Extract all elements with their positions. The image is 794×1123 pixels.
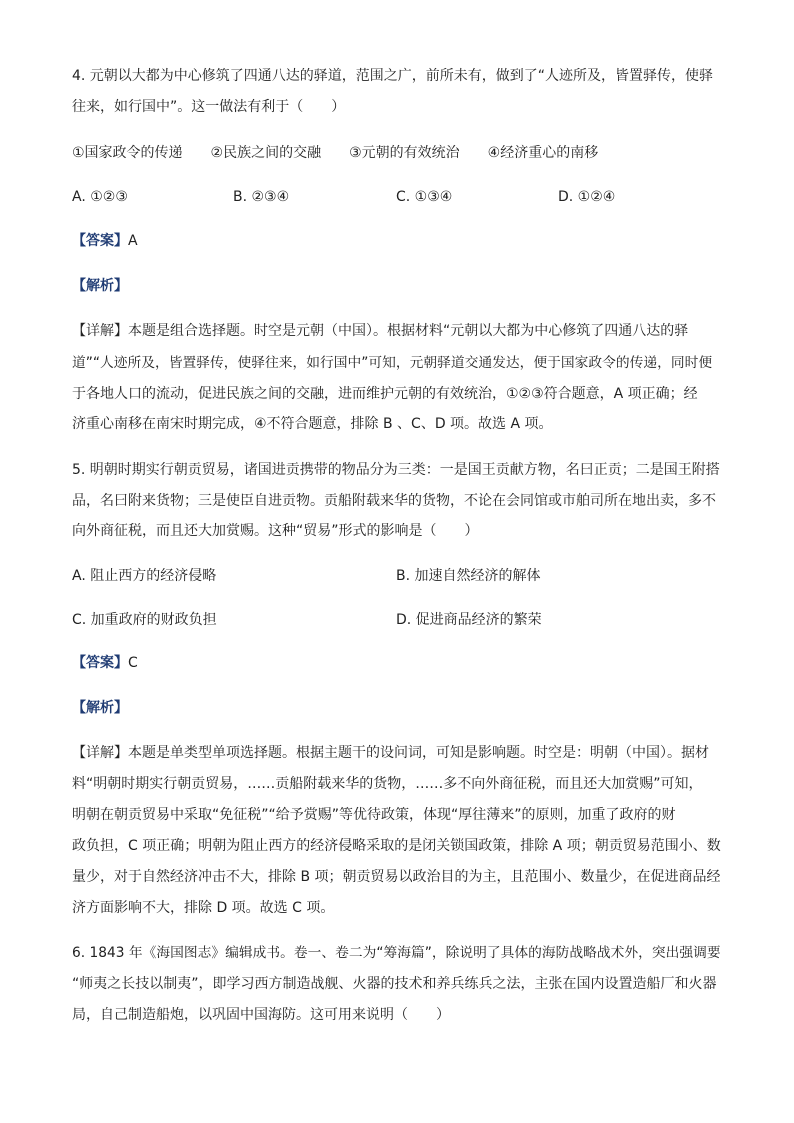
q5-analysis-tag: 【解析】 [72, 700, 128, 716]
q5-option-c: C. 加重政府的财政负担 [72, 612, 217, 628]
q5-detail-line-1 [72, 743, 709, 763]
q4-answer-tag: 【答案】 [72, 233, 128, 249]
q5-option-b: B. 加速自然经济的解体 [396, 568, 541, 584]
q4-detail-tag: 【详解】 [72, 323, 128, 339]
q5-answer-tag: 【答案】 [72, 655, 128, 671]
q4-detail-line-3: 于各地人口的流动，促进民族之间的交融，进而维护元朝的有效统治，①②③符合题意，A 项正确；经 [72, 386, 698, 402]
q5-detail-line-6: 济方面影响不大，排除 D 项。故选 C 项。 [72, 900, 335, 916]
q5-stem-line-3: 向外商征税，而且还大加赏赐。这种“贸易”形式的影响是（ ） [72, 523, 479, 539]
q4-option-c: C. ①③④ [396, 189, 453, 205]
q4-analysis-row [72, 276, 128, 296]
q4-detail-line-1 [72, 321, 688, 341]
q4-detail-text-1: 本题是组合选择题。时空是元朝（中国）。根据材料“元朝以大都为中心修筑了四通八达的驿 [128, 323, 689, 339]
q5-detail-line-5: 量少，对于自然经济冲击不大，排除 B 项；朝贡贸易以政治目的为主，且范围小、数量少，在促进商品经 [72, 869, 721, 885]
q4-answer: A [128, 233, 138, 249]
q5-detail-line-2: 料“明朝时期实行朝贡贸易，……贡船附载来华的货物，……多不向外商征税，而且还大加赏赐”可知， [72, 776, 703, 792]
q5-answer: C [128, 655, 138, 671]
q4-detail-line-4: 济重心南移在南宋时期完成，④不符合题意，排除 B 、C、D 项。故选 A 项。 [72, 416, 553, 432]
q4-answer-row [72, 231, 138, 251]
q5-answer-row [72, 653, 138, 673]
q5-option-d: D. 促进商品经济的繁荣 [396, 612, 542, 628]
q5-detail-line-4: 政负担，C 项正确；明朝为阻止西方的经济侵略采取的是闭关锁国政策，排除 A 项；朝贡贸易范围小、数 [72, 838, 721, 854]
q6-stem-line-2: “师夷之长技以制夷”，即学习西方制造战舰、火器的技术和养兵练兵之法，主张在国内设置造船厂和火器 [72, 976, 717, 992]
q4-detail-line-2: 道”“人迹所及，皆置驿传，使驿往来，如行国中”可知，元朝驿道交通发达，便于国家政令的传递，同时便 [72, 355, 713, 371]
q4-items: ①国家政令的传递 ②民族之间的交融 ③元朝的有效统治 ④经济重心的南移 [72, 145, 599, 161]
q5-option-a: A. 阻止西方的经济侵略 [72, 568, 217, 584]
q4-analysis-tag: 【解析】 [72, 278, 128, 294]
q6-stem-line-3: 局，自己制造船炮，以巩固中国海防。这可用来说明（ ） [72, 1007, 450, 1023]
q5-stem-line-2: 品，名曰附来货物；三是使臣自进贡物。贡船附载来华的货物，不论在会同馆或市舶司所在地出卖，多不 [72, 493, 716, 509]
q6-stem-line-1: 6. 1843 年《海国图志》编辑成书。卷一、卷二为“筹海篇”，除说明了具体的海防战略战术外，突出强调要 [72, 945, 721, 961]
q4-option-a: A. ①②③ [72, 189, 128, 205]
q4-stem-line-1: 4. 元朝以大都为中心修筑了四通八达的驿道，范围之广，前所未有，做到了“人迹所及，皆置驿传，使驿 [72, 68, 714, 84]
q5-analysis-row [72, 698, 128, 718]
q5-detail-line-3: 明朝在朝贡贸易中采取“免征税”“给予赏赐”等优待政策，体现“厚往薄来”的原则，加重了政府的财 [72, 807, 676, 823]
q5-detail-tag: 【详解】 [72, 745, 128, 761]
q4-option-d: D. ①②④ [558, 189, 616, 205]
q4-stem-line-2: 往来，如行国中”。这一做法有利于（ ） [72, 99, 346, 115]
q5-stem-line-1: 5. 明朝时期实行朝贡贸易，诸国进贡携带的物品分为三类：一是国王贡献方物，名曰正贡；二是国王附搭 [72, 462, 720, 478]
q4-option-b: B. ②③④ [233, 189, 290, 205]
q5-detail-text-1: 本题是单类型单项选择题。根据主题干的设问词，可知是影响题。时空是：明朝（中国）。据材 [128, 745, 709, 761]
